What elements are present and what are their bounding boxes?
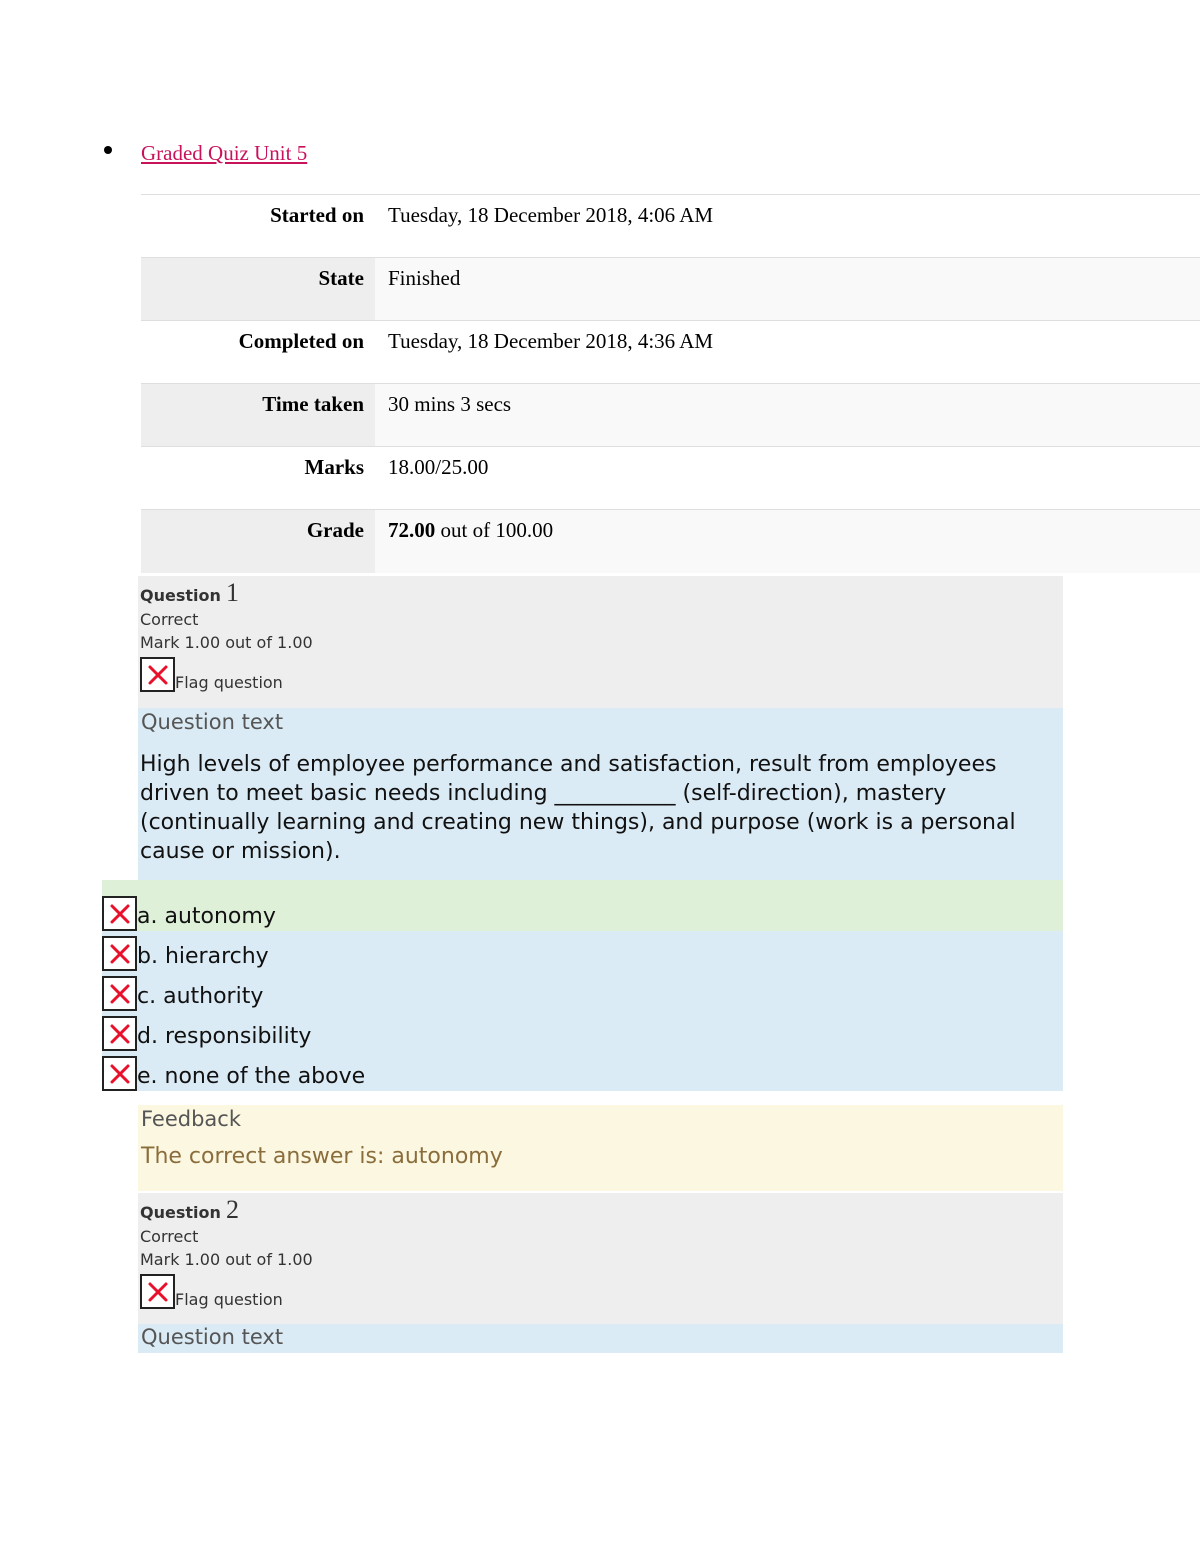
question-state: Correct <box>140 610 199 629</box>
summary-value: 18.00/25.00 <box>375 447 1200 509</box>
answer-option-d[interactable] <box>102 1011 1063 1051</box>
summary-row-marks <box>141 446 1200 509</box>
summary-value: 30 mins 3 secs <box>375 384 1200 446</box>
question-text-heading: Question text <box>141 710 284 734</box>
question-label: Question <box>140 1203 221 1222</box>
broken-image-x-icon <box>102 936 137 971</box>
summary-label: Completed on <box>141 321 375 383</box>
flag-question-link[interactable] <box>140 654 1063 692</box>
broken-image-x-icon <box>102 976 137 1011</box>
summary-value: Tuesday, 18 December 2018, 4:36 AM <box>375 321 1200 383</box>
summary-value: Tuesday, 18 December 2018, 4:06 AM <box>375 195 1200 257</box>
feedback-heading: Feedback <box>141 1107 242 1131</box>
summary-row-time-taken <box>141 383 1200 446</box>
answer-option-e[interactable] <box>102 1051 1063 1091</box>
question-2-content <box>138 1324 1063 1353</box>
question-2-heading <box>140 1193 1063 1225</box>
question-1-content <box>138 708 1063 880</box>
flag-question-label: Flag question <box>175 1290 283 1309</box>
question-label: Question <box>140 586 221 605</box>
answer-label: c. authority <box>137 984 264 1009</box>
correct-answer-text: The correct answer is: autonomy <box>141 1144 503 1169</box>
broken-image-x-icon <box>102 1056 137 1091</box>
answer-option-c[interactable] <box>102 971 1063 1011</box>
summary-row-grade <box>141 509 1200 573</box>
summary-row-state <box>141 257 1200 320</box>
quiz-title-link[interactable]: Graded Quiz Unit 5 <box>141 141 308 165</box>
answer-label: e. none of the above <box>137 1064 366 1089</box>
summary-value <box>375 510 1200 573</box>
question-mark: Mark 1.00 out of 1.00 <box>140 1250 313 1269</box>
summary-label: State <box>141 258 375 320</box>
broken-image-x-icon <box>140 657 175 692</box>
grade-out-of: out of 100.00 <box>435 518 554 542</box>
answer-options <box>102 880 1063 1091</box>
answer-label: a. autonomy <box>137 904 276 929</box>
summary-row-completed <box>141 320 1200 383</box>
question-1-feedback <box>138 1105 1063 1191</box>
summary-label: Grade <box>141 510 375 573</box>
question-number: 2 <box>225 1195 239 1224</box>
question-text: High levels of employee performance and satisfaction, result from employees driven to meet basic needs including ___________ (self-direction), mastery (continually learning and creating new things), and purpose (work is a personal cause or mission). <box>140 752 1016 864</box>
question-2-info <box>138 1193 1063 1324</box>
flag-question-link[interactable] <box>140 1271 1063 1309</box>
answer-label: b. hierarchy <box>137 944 269 969</box>
question-text-heading: Question text <box>141 1325 284 1349</box>
question-mark: Mark 1.00 out of 1.00 <box>140 633 313 652</box>
broken-image-x-icon <box>102 1016 137 1051</box>
flag-question-label: Flag question <box>175 673 283 692</box>
grade-score: 72.00 <box>388 518 436 542</box>
question-1-heading <box>140 576 1063 608</box>
summary-label: Marks <box>141 447 375 509</box>
broken-image-x-icon <box>140 1274 175 1309</box>
question-state: Correct <box>140 1227 199 1246</box>
answer-option-a[interactable] <box>102 880 1063 931</box>
attempt-summary-table <box>141 194 1200 573</box>
summary-value: Finished <box>375 258 1200 320</box>
question-number: 1 <box>225 578 239 607</box>
question-1-info <box>138 576 1063 708</box>
answer-option-b[interactable] <box>102 931 1063 971</box>
summary-row-started <box>141 194 1200 257</box>
broken-image-x-icon <box>102 896 137 931</box>
summary-label: Started on <box>141 195 375 257</box>
answer-label: d. responsibility <box>137 1024 312 1049</box>
summary-label: Time taken <box>141 384 375 446</box>
list-bullet <box>104 146 112 154</box>
